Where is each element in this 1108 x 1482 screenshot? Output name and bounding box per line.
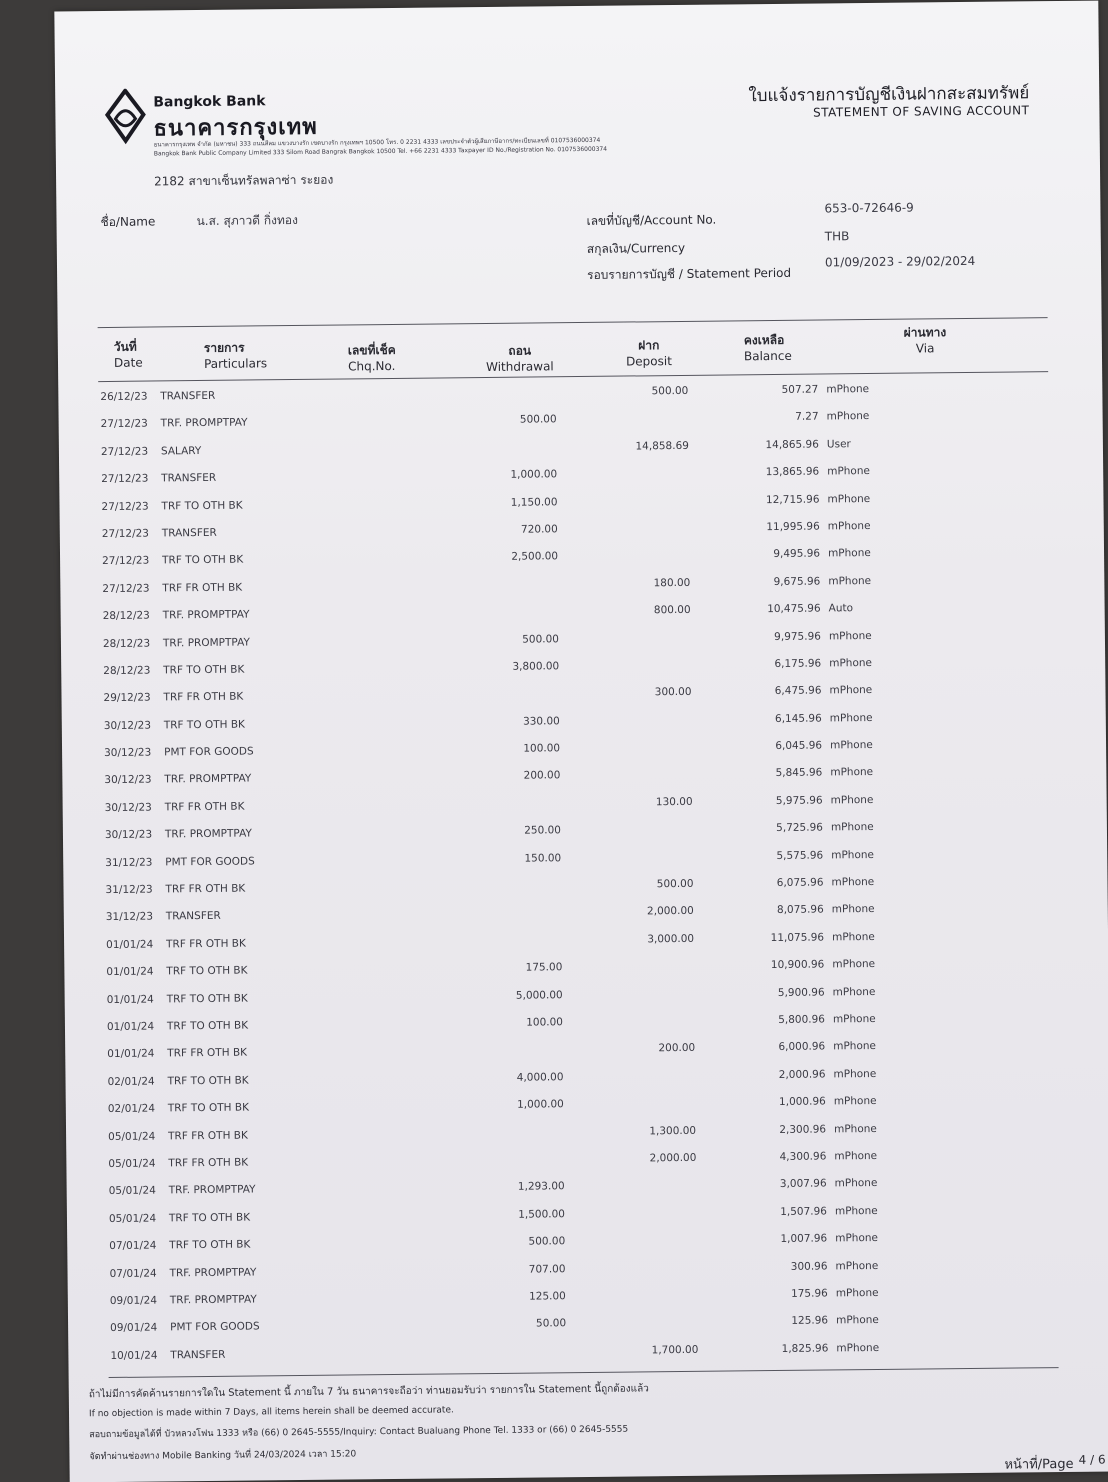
row-via: mPhone: [835, 1259, 879, 1272]
footer-printed: จัดทำผ่านช่องทาง Mobile Banking วันที่ 24/03/2024 เวลา 15:20: [89, 1449, 357, 1463]
account-no-label: เลขที่บัญชี/Account No.: [586, 212, 717, 228]
row-via: mPhone: [828, 574, 872, 588]
row-via: mPhone: [829, 711, 873, 725]
row-via: mPhone: [826, 410, 870, 423]
row-balance: 2,300.96: [779, 1123, 827, 1136]
statement-title-en: STATEMENT OF SAVING ACCOUNT: [813, 103, 1030, 120]
row-via: mPhone: [831, 848, 875, 862]
row-particulars: TRANSFER: [170, 1348, 226, 1362]
row-balance: 175.96: [790, 1287, 828, 1300]
row-date: 26/12/23: [100, 390, 148, 404]
row-date: 30/12/23: [103, 719, 152, 732]
row-withdrawal: 4,000.00: [516, 1070, 564, 1084]
row-date: 27/12/23: [101, 472, 149, 486]
row-via: mPhone: [832, 985, 876, 999]
row-date: 07/01/24: [109, 1267, 157, 1280]
row-deposit: 3,000.00: [647, 932, 695, 946]
row-via: mPhone: [834, 1122, 877, 1135]
row-via: mPhone: [833, 1067, 877, 1081]
row-date: 27/12/23: [102, 582, 150, 595]
row-balance: 5,575.96: [776, 849, 824, 862]
row-date: 30/12/23: [104, 828, 153, 842]
row-deposit: 300.00: [654, 686, 692, 699]
row-via: mPhone: [832, 930, 875, 944]
row-particulars: PMT FOR GOODS: [165, 855, 255, 869]
row-particulars: TRF TO OTH BK: [168, 1211, 251, 1225]
row-deposit: 14,858.69: [635, 439, 689, 453]
header-particulars: รายการ Particulars: [203, 340, 268, 371]
row-date: 05/01/24: [108, 1184, 156, 1198]
row-withdrawal: 150.00: [524, 851, 562, 865]
row-particulars: TRF FR OTH BK: [167, 1046, 248, 1060]
row-balance: 12,715.96: [765, 493, 820, 506]
row-via: mPhone: [832, 958, 876, 971]
row-particulars: TRF. PROMPTPAY: [162, 636, 250, 649]
row-via: mPhone: [827, 465, 871, 478]
row-withdrawal: 200.00: [523, 769, 561, 783]
row-particulars: SALARY: [160, 444, 202, 458]
row-via: mPhone: [830, 821, 874, 834]
row-particulars: TRANSFER: [165, 910, 221, 923]
row-balance: 5,900.96: [777, 986, 825, 999]
footer-note-th: ถ้าไม่มีการคัดค้านรายการใดใน Statement นี้ ภายใน 7 วัน ธนาคารจะถือว่า ท่านยอมรับว่า รายการใน Statement นี้ถูกต้องแล้ว: [88, 1383, 649, 1401]
row-particulars: TRF TO OTH BK: [163, 663, 245, 677]
row-deposit: 130.00: [655, 795, 693, 809]
row-balance: 9,675.96: [773, 575, 821, 588]
row-particulars: PMT FOR GOODS: [164, 745, 254, 759]
row-via: mPhone: [827, 519, 871, 533]
row-particulars: TRANSFER: [161, 472, 217, 485]
name-label: ชื่อ/Name: [100, 214, 156, 230]
row-date: 30/12/23: [104, 773, 152, 787]
row-balance: 1,000.96: [778, 1095, 826, 1109]
row-particulars: TRF FR OTH BK: [165, 882, 246, 896]
row-particulars: TRF TO OTH BK: [167, 1074, 249, 1088]
row-balance: 13,865.96: [765, 465, 820, 479]
statement-title-th: ใบแจ้งรายการบัญชีเงินฝากสะสมทรัพย์: [748, 83, 1030, 107]
period-label: รอบรายการบัญชี / Statement Period: [587, 265, 792, 282]
row-particulars: TRF TO OTH BK: [166, 964, 248, 978]
row-particulars: TRF FR OTH BK: [163, 690, 244, 704]
row-balance: 11,075.96: [770, 931, 825, 944]
row-particulars: TRF. PROMPTPAY: [168, 1183, 256, 1197]
row-particulars: TRF FR OTH BK: [168, 1129, 248, 1142]
footer-inquiry: สอบถามข้อมูลได้ที่ บัวหลวงโฟน 1333 หรือ (66) 0 2645-5555/Inquiry: Contact Bualuang Phone Tel. 1333 or (66) 0 2645-5555: [89, 1424, 629, 1441]
row-withdrawal: 720.00: [520, 523, 558, 536]
row-date: 27/12/23: [100, 445, 149, 458]
row-via: mPhone: [835, 1286, 879, 1300]
currency-value: THB: [824, 229, 850, 244]
transactions-table: [98, 317, 1048, 1362]
row-withdrawal: 1,150.00: [510, 495, 558, 509]
row-balance: 9,495.96: [773, 547, 821, 561]
row-withdrawal: 250.00: [524, 824, 561, 837]
row-deposit: 180.00: [653, 576, 691, 589]
row-via: mPhone: [827, 492, 871, 505]
statement-paper: [54, 1, 1108, 1482]
row-date: 29/12/23: [103, 691, 151, 705]
row-withdrawal: 1,500.00: [518, 1207, 566, 1221]
row-balance: 3,007.96: [779, 1177, 827, 1191]
row-balance: 10,900.96: [770, 958, 825, 972]
row-balance: 1,007.96: [780, 1232, 828, 1246]
row-balance: 1,825.96: [781, 1342, 829, 1355]
row-balance: 5,800.96: [778, 1013, 825, 1026]
row-via: mPhone: [831, 875, 875, 889]
row-deposit: 2,000.00: [649, 1151, 697, 1165]
row-date: 10/01/24: [110, 1349, 158, 1362]
row-via: mPhone: [826, 382, 870, 396]
row-balance: 300.96: [790, 1259, 828, 1273]
row-withdrawal: 707.00: [528, 1262, 566, 1276]
row-withdrawal: 330.00: [522, 714, 560, 728]
row-via: mPhone: [834, 1177, 878, 1190]
row-via: mPhone: [832, 1012, 876, 1026]
row-particulars: TRF TO OTH BK: [166, 992, 248, 1005]
row-via: mPhone: [833, 1095, 877, 1108]
bank-name-en: Bangkok Bank: [153, 93, 266, 111]
row-via: mPhone: [831, 903, 875, 916]
row-balance: 9,975.96: [774, 630, 821, 643]
row-via: mPhone: [836, 1314, 879, 1327]
page-number: 4 / 6: [1078, 1452, 1106, 1467]
row-date: 07/01/24: [109, 1239, 157, 1253]
row-balance: 14,865.96: [765, 438, 819, 451]
row-particulars: TRF FR OTH BK: [166, 937, 246, 951]
row-particulars: TRF TO OTH BK: [169, 1238, 251, 1252]
row-deposit: 200.00: [658, 1042, 696, 1055]
period-value: 01/09/2023 - 29/02/2024: [824, 253, 976, 270]
row-particulars: TRANSFER: [161, 526, 217, 540]
row-particulars: TRF. PROMPTPAY: [169, 1265, 257, 1279]
row-particulars: TRF FR OTH BK: [164, 800, 245, 814]
row-via: mPhone: [829, 656, 873, 670]
row-balance: 6,045.96: [775, 739, 823, 753]
row-withdrawal: 500.00: [519, 413, 557, 427]
row-balance: 8,075.96: [776, 903, 824, 917]
row-via: mPhone: [834, 1204, 878, 1218]
row-date: 27/12/23: [102, 554, 150, 568]
row-withdrawal: 500.00: [522, 632, 559, 646]
header-chq-no: เลขที่เช็ค Chq.No.: [347, 342, 396, 374]
row-particulars: TRF. PROMPTPAY: [162, 608, 250, 622]
page-label: หน้าที่/Page: [1004, 1456, 1074, 1473]
header-withdrawal: ถอน Withdrawal: [485, 343, 554, 375]
bank-name-th: ธนาคารกรุงเทพ: [153, 114, 318, 142]
bank-address-en: Bangkok Bank Public Company Limited 333 Silom Road Bangrak Bangkok 10500 Tel. +66 2231 4333 Taxpayer ID No./Registration No. 0107536000374: [153, 145, 608, 158]
row-withdrawal: 50.00: [535, 1317, 567, 1330]
row-balance: 2,000.96: [778, 1068, 826, 1081]
branch-name: 2182 สาขาเซ็นทรัลพลาซ่า ระยอง: [154, 172, 334, 189]
row-deposit: 1,300.00: [649, 1124, 697, 1137]
row-withdrawal: 175.00: [525, 961, 563, 974]
bangkok-bank-logo-icon: [103, 89, 148, 145]
transaction-rows: [98, 375, 1058, 1371]
row-deposit: 1,700.00: [651, 1343, 699, 1356]
row-date: 31/12/23: [105, 910, 154, 924]
row-balance: 6,145.96: [774, 712, 822, 725]
name-value: น.ส. สุภาวดี กิ่งทอง: [196, 212, 298, 229]
row-date: 01/01/24: [106, 993, 154, 1006]
row-particulars: TRF. PROMPTPAY: [164, 772, 252, 786]
row-particulars: TRF TO OTH BK: [163, 718, 245, 732]
row-particulars: TRF. PROMPTPAY: [160, 416, 248, 430]
row-via: User: [826, 437, 851, 451]
row-balance: 1,507.96: [780, 1205, 827, 1218]
row-balance: 6,175.96: [774, 657, 822, 670]
row-date: 01/01/24: [106, 1020, 155, 1033]
row-date: 09/01/24: [110, 1321, 158, 1335]
row-balance: 6,075.96: [776, 876, 824, 890]
row-withdrawal: 100.00: [523, 742, 561, 755]
row-via: mPhone: [827, 547, 871, 560]
row-balance: 11,995.96: [766, 520, 820, 534]
row-withdrawal: 1,293.00: [517, 1180, 565, 1194]
row-date: 02/01/24: [107, 1102, 156, 1116]
row-date: 02/01/24: [107, 1075, 155, 1088]
row-balance: 10,475.96: [767, 602, 821, 616]
row-balance: 125.96: [791, 1314, 829, 1328]
row-balance: 5,725.96: [776, 821, 823, 835]
row-via: mPhone: [829, 684, 873, 697]
row-via: mPhone: [828, 629, 872, 642]
row-particulars: TRF FR OTH BK: [162, 581, 243, 595]
row-balance: 6,475.96: [774, 684, 822, 698]
header-deposit: ฝาก Deposit: [625, 338, 672, 369]
row-particulars: TRF TO OTH BK: [161, 499, 243, 512]
footer-note-en: If no objection is made within 7 Days, all items herein shall be deemed accurate.: [88, 1405, 454, 1420]
row-via: mPhone: [834, 1149, 878, 1163]
row-particulars: TRF TO OTH BK: [162, 553, 244, 567]
row-via: mPhone: [830, 766, 874, 779]
row-deposit: 500.00: [651, 384, 689, 398]
row-withdrawal: 2,500.00: [511, 550, 559, 564]
header-balance: คงเหลือ Balance: [743, 332, 792, 364]
row-balance: 5,845.96: [775, 766, 823, 780]
row-balance: 6,000.96: [778, 1040, 826, 1054]
bank-address-th: ธนาคารกรุงเทพ จำกัด (มหาชน) 333 ถนนสีลม แขวงบางรัก เขตบางรัก กรุงเทพฯ 10500 โทร. 0 2231 4333 เลขประจำตัวผู้เสียภาษีอากร/ทะเบียนเลขที่ 0107536000374: [153, 136, 601, 149]
row-withdrawal: 1,000.00: [510, 468, 558, 481]
row-balance: 507.27: [781, 383, 819, 396]
row-particulars: TRANSFER: [160, 389, 216, 403]
row-via: mPhone: [829, 739, 873, 752]
row-date: 30/12/23: [104, 746, 152, 760]
row-balance: 4,300.96: [779, 1150, 827, 1163]
row-date: 05/01/24: [108, 1130, 156, 1143]
row-date: 27/12/23: [101, 500, 149, 513]
account-no-value: 653-0-72646-9: [824, 200, 914, 216]
row-balance: 7.27: [795, 410, 819, 424]
row-date: 28/12/23: [103, 664, 151, 677]
row-particulars: TRF. PROMPTPAY: [164, 827, 252, 841]
row-via: Auto: [828, 602, 854, 615]
row-particulars: TRF TO OTH BK: [166, 1019, 249, 1033]
row-date: 05/01/24: [108, 1212, 157, 1225]
row-withdrawal: 5,000.00: [515, 988, 563, 1002]
row-date: 28/12/23: [102, 637, 151, 650]
row-balance: 5,975.96: [775, 794, 823, 807]
row-date: 05/01/24: [108, 1157, 156, 1170]
row-particulars: TRF FR OTH BK: [168, 1156, 249, 1170]
header-via: ผ่านทาง Via: [903, 325, 947, 356]
row-particulars: TRF TO OTH BK: [167, 1101, 249, 1115]
row-withdrawal: 3,800.00: [512, 660, 560, 673]
row-date: 31/12/23: [105, 883, 153, 897]
row-withdrawal: 1,000.00: [516, 1098, 564, 1111]
row-particulars: PMT FOR GOODS: [170, 1320, 260, 1334]
row-deposit: 800.00: [653, 604, 691, 617]
header-date: วันที่ Date: [113, 339, 143, 370]
row-date: 28/12/23: [102, 609, 150, 623]
row-deposit: 2,000.00: [646, 905, 694, 918]
row-date: 01/01/24: [107, 1047, 155, 1061]
row-date: 09/01/24: [109, 1294, 158, 1307]
row-date: 27/12/23: [101, 527, 150, 540]
row-date: 30/12/23: [104, 801, 152, 814]
row-date: 31/12/23: [105, 856, 153, 869]
row-withdrawal: 100.00: [526, 1016, 564, 1029]
row-via: mPhone: [836, 1341, 880, 1355]
row-date: 01/01/24: [106, 965, 154, 979]
row-date: 27/12/23: [100, 417, 148, 431]
row-via: mPhone: [835, 1232, 879, 1245]
row-particulars: TRF. PROMPTPAY: [169, 1293, 257, 1307]
row-date: 01/01/24: [106, 938, 154, 951]
row-deposit: 500.00: [656, 877, 694, 891]
row-withdrawal: 500.00: [528, 1235, 566, 1248]
row-withdrawal: 125.00: [528, 1290, 566, 1303]
row-via: mPhone: [830, 793, 874, 807]
currency-label: สกุลเงิน/Currency: [586, 240, 686, 256]
row-via: mPhone: [833, 1040, 877, 1053]
